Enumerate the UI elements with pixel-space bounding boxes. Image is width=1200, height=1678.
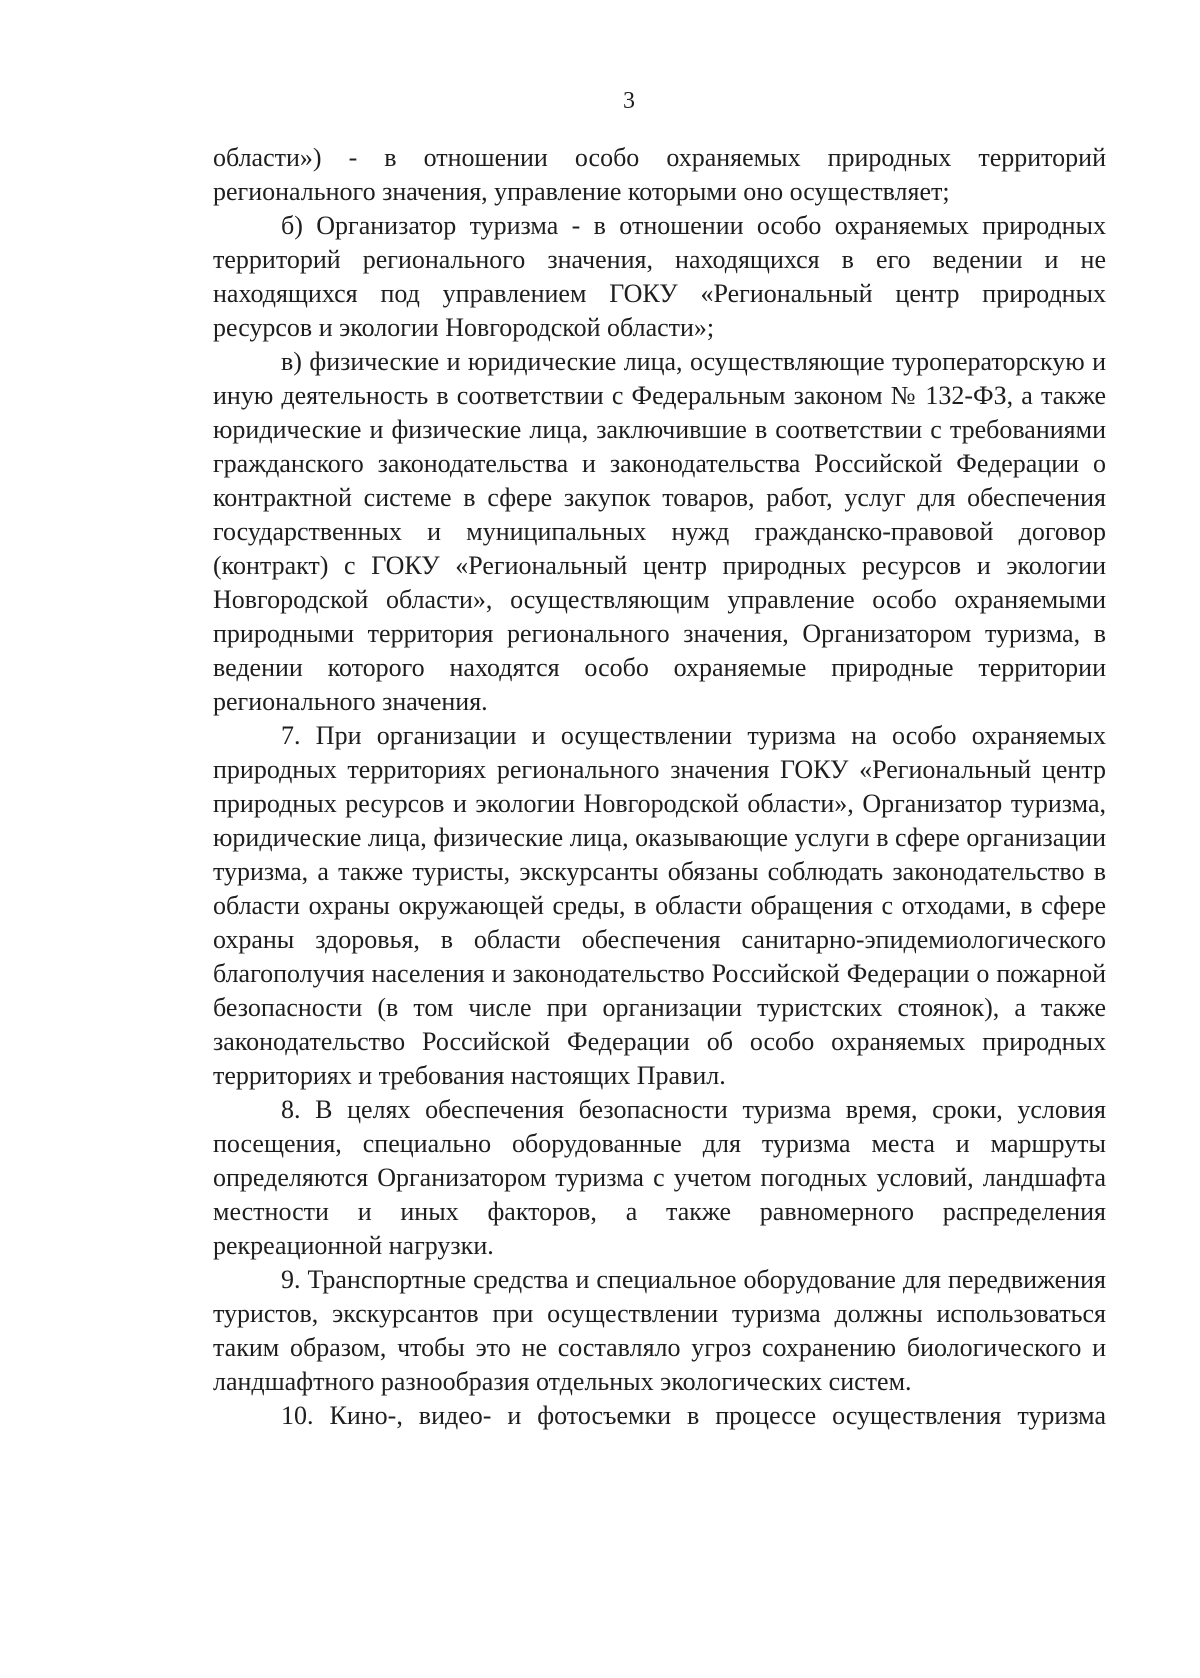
paragraph-9: 9. Транспортные средства и специальное оборудование для передвижения туристов, экскурсантов при осуществлении туризма должны использоваться таким образом, чтобы это не составляло угроз сохранению биологического и ландшафтного разнообразия отдельных экологических систем.: [213, 1265, 1106, 1396]
paragraph-item-v: в) физические и юридические лица, осуществляющие туроператорскую и иную деятельность в соответствии с Федеральным законом № 132-ФЗ, а также юридические и физические лица, заключившие в соответствии с требованиями гражданского законодательства и законодательства Российской Федерации о контрактной системе в сфере закупок товаров, работ, услуг для обеспечения государственных и муниципальных нужд гражданско-правовой договор (контракт) с ГОКУ «Региональный центр природных ресурсов и экологии Новгородской области», осуществляющим управление особо охраняемыми природными территория регионального значения, Организатором туризма, в ведении которого находятся особо охраняемые природные территории регионального значения.: [213, 347, 1106, 716]
paragraph-10: 10. Кино-, видео- и фотосъемки в процессе осуществления туризма: [281, 1401, 1106, 1430]
document-body: [213, 141, 1106, 1433]
paragraph-continuation: области») - в отношении особо охраняемых природных территорий регионального значения, управление которыми оно осуществляет;: [213, 143, 1106, 206]
page-number: 3: [623, 88, 635, 114]
paragraph-8: 8. В целях обеспечения безопасности туризма время, сроки, условия посещения, специально оборудованные для туризма места и маршруты определяются Организатором туризма с учетом погодных условий, ландшафта местности и иных факторов, а также равномерного распределения рекреационной нагрузки.: [213, 1095, 1106, 1260]
paragraph-item-b: б) Организатор туризма - в отношении особо охраняемых природных территорий регионального значения, находящихся в его ведении и не находящихся под управлением ГОКУ «Региональный центр природных ресурсов и экологии Новгородской области»;: [213, 211, 1106, 342]
paragraph-7: 7. При организации и осуществлении туризма на особо охраняемых природных территориях регионального значения ГОКУ «Региональный центр природных ресурсов и экологии Новгородской области», Организатор туризма, юридические лица, физические лица, оказывающие услуги в сфере организации туризма, а также туристы, экскурсанты обязаны соблюдать законодательство в области охраны окружающей среды, в области обращения с отходами, в сфере охраны здоровья, в области обеспечения санитарно-эпидемиологического благополучия населения и законодательство Российской Федерации о пожарной безопасности (в том числе при организации туристских стоянок), а также законодательство Российской Федерации об особо охраняемых природных территориях и требования настоящих Правил.: [213, 721, 1106, 1090]
